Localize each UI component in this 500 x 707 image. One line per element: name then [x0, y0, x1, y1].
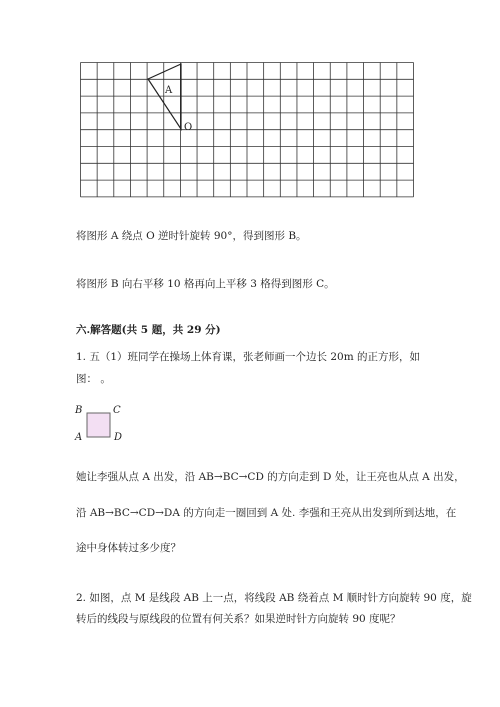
label-c: C: [113, 405, 121, 416]
label-o: O: [184, 122, 193, 133]
label-a: A: [165, 85, 173, 96]
problem1-line4: 沿 AB→BC→CD→DA 的方向走一圈回到 A 处. 李强和王亮从出发到所到达地，在: [76, 507, 457, 519]
label-d: D: [114, 432, 123, 443]
problem2-line1: 2. 如图，点 M 是线段 AB 上一点，将线段 AB 绕着点 M 顺时针方向旋转 90 度，旋: [76, 592, 472, 604]
label-b: B: [75, 405, 83, 416]
problem1-line3: 她让李强从点 A 出发，沿 AB→BC→CD 的方向走到 D 处，让王亮也从点 A 出发，: [76, 471, 465, 483]
section-title: 六.解答题(共 5 题，共 29 分): [76, 324, 221, 336]
rotate-instruction: 将图形 A 绕点 O 逆时针旋转 90°，得到图形 B。: [76, 230, 307, 242]
grid-lines: [81, 63, 414, 197]
problem1-line2: 图： 。: [76, 373, 111, 385]
grid-figure: [80, 62, 414, 198]
translate-instruction: 将图形 B 向右平移 10 格再向上平移 3 格得到图形 C。: [76, 278, 335, 290]
triangle-a: [148, 64, 181, 129]
square-figure: [74, 402, 134, 450]
problem2-line2: 转后的线段与原线段的位置有何关系？如果逆时针方向旋转 90 度呢？: [76, 613, 401, 625]
label-a-square: A: [75, 432, 83, 443]
square: [87, 413, 110, 437]
problem1-line1: 1. 五（1）班同学在操场上体育课，张老师画一个边长 20m 的正方形，如: [76, 351, 421, 363]
problem1-line5: 途中身体转过多少度？: [76, 542, 181, 554]
